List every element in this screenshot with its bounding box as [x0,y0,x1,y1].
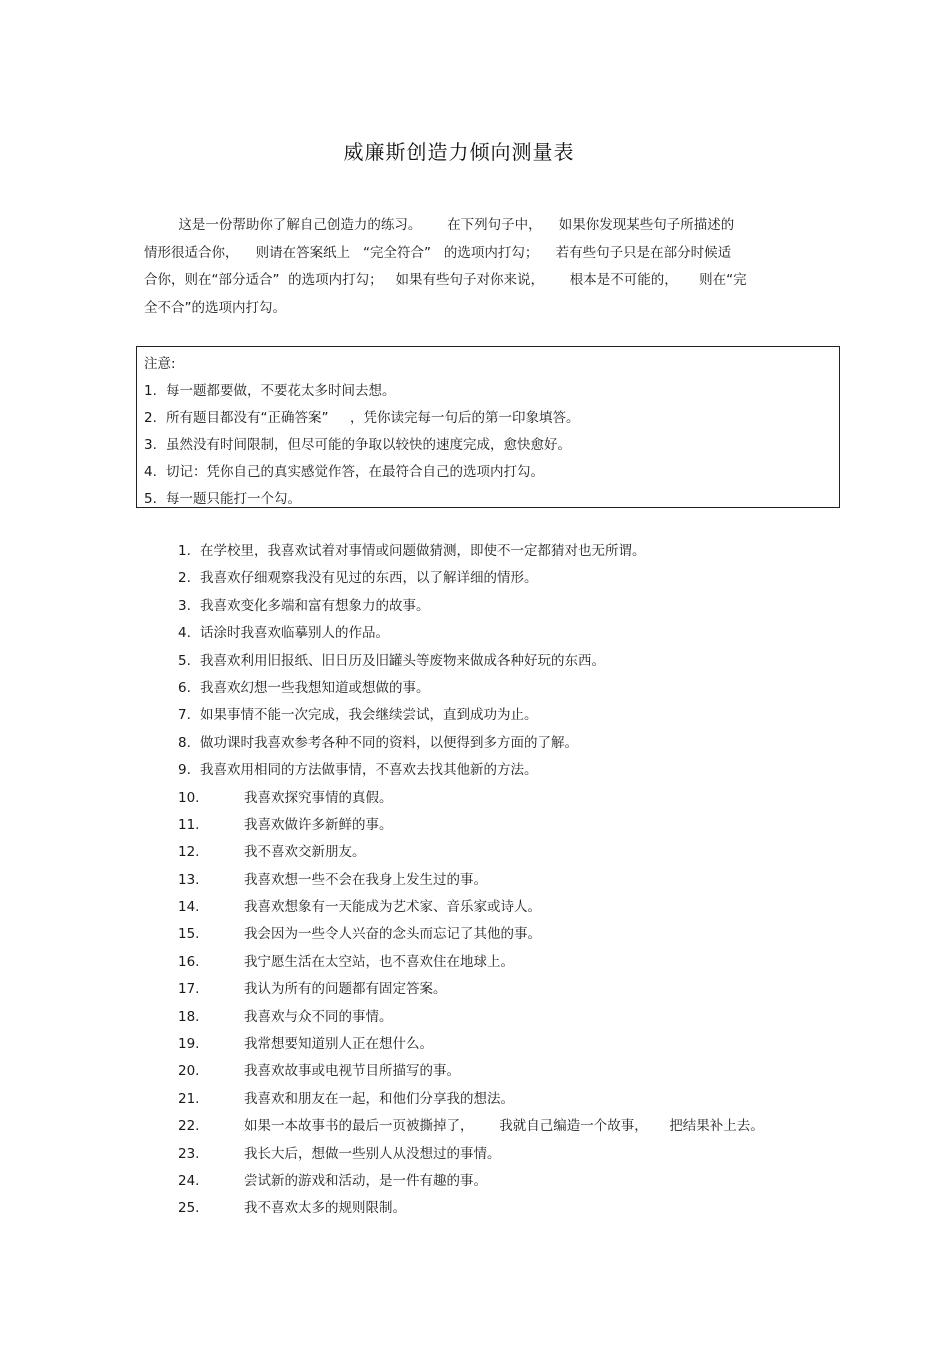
question-item [178,1195,764,1222]
question-item [178,757,764,784]
notice-item [144,405,839,432]
question-number: 12. [178,844,200,861]
question-item [178,565,764,592]
question-item [178,1004,764,1031]
question-text: 我喜欢想一些不会在我身上发生过的事。 [244,871,487,888]
question-item [178,785,764,812]
notice-item-text: 每一题都要做，不要花太多时间去想。 [166,383,396,399]
question-number: 13. [178,871,200,888]
question-text: 如果一本故事书的最后一页被撕掉了， 我就自己编造一个故事， 把结果补上去。 [244,1118,764,1135]
question-number: 20. [178,1063,200,1080]
notice-item-text: 每一题只能打一个勾。 [166,491,301,507]
notice-item-number: 2. [144,410,157,426]
question-text: 我认为所有的问题都有固定答案。 [244,981,447,998]
question-text: 我喜欢做许多新鲜的事。 [244,816,393,833]
question-number: 3. [178,597,191,614]
question-text: 如果事情不能一次完成，我会继续尝试，直到成功为止。 [200,707,538,724]
question-item [178,730,764,757]
question-text: 我宁愿生活在太空站，也不喜欢住在地球上。 [244,953,514,970]
question-item [178,949,764,976]
question-text: 我常想要知道别人正在想什么。 [244,1036,433,1053]
question-item [178,839,764,866]
notice-item [144,459,839,486]
question-number: 16. [178,953,200,970]
question-number: 4. [178,625,191,642]
question-text: 我喜欢利用旧报纸、旧日历及旧罐头等废物来做成各种好玩的东西。 [200,652,605,669]
question-text: 我喜欢和朋友在一起，和他们分享我的想法。 [244,1090,514,1107]
question-text: 在学校里，我喜欢试着对事情或问题做猜测，即使不一定都猜对也无所谓。 [200,543,646,559]
question-item [178,1031,764,1058]
notice-item [144,432,839,459]
question-item [178,1058,764,1085]
question-number: 7. [178,707,191,724]
notice-item-text: 切记：凭你自己的真实感觉作答，在最符合自己的选项内打勾。 [166,464,544,480]
question-text: 我喜欢变化多端和富有想象力的故事。 [200,597,430,614]
question-text: 我喜欢幻想一些我想知道或想做的事。 [200,679,430,696]
question-text: 我喜欢探究事情的真假。 [244,789,393,806]
question-text: 尝试新的游戏和活动，是一件有趣的事。 [244,1172,487,1189]
question-number: 24. [178,1172,200,1189]
notice-item [144,486,839,513]
question-text: 我长大后，想做一些别人从没想过的事情。 [244,1145,501,1162]
question-text: 我喜欢用相同的方法做事情，不喜欢去找其他新的方法。 [200,762,538,779]
question-number: 5. [178,652,191,669]
question-list [178,538,764,1223]
question-text: 话涂时我喜欢临摹别人的作品。 [200,625,389,642]
intro-line: 合你，则在“部分适合” 的选项内打勾； 如果有些句子对你来说， 根本是不可能的， 则在“完 [144,272,747,288]
question-number: 1. [178,543,191,559]
question-item [178,867,764,894]
intro-line: 情形很适合你， 则请在答案纸上 “完全符合” 的选项内打勾； 若有些句子只是在部分时候适 [144,244,732,261]
question-text: 我喜欢仔细观察我没有见过的东西，以了解详细的情形。 [200,570,538,587]
notice-box [136,346,840,508]
question-item [178,921,764,948]
question-item [178,1168,764,1195]
notice-item-number: 3. [144,437,157,453]
question-number: 21. [178,1090,200,1107]
question-text: 我不喜欢太多的规则限制。 [244,1200,406,1217]
question-text: 我会因为一些令人兴奋的念头而忘记了其他的事。 [244,926,541,943]
intro-paragraph [144,212,824,322]
question-text: 我喜欢想象有一天能成为艺术家、音乐家或诗人。 [244,899,541,916]
page-title: 威廉斯创造力倾向测量表 [343,140,575,164]
question-item [178,593,764,620]
question-number: 18. [178,1008,200,1025]
notice-item-number: 4. [144,464,157,480]
question-number: 11. [178,816,200,833]
intro-line: 这是一份帮助你了解自己创造力的练习。 在下列句子中， 如果你发现某些句子所描述的 [144,217,735,233]
question-number: 23. [178,1145,200,1162]
question-number: 6. [178,679,191,696]
question-item [178,675,764,702]
notice-item-number: 1. [144,383,157,399]
question-number: 8. [178,734,191,751]
question-item [178,1141,764,1168]
question-text: 我喜欢故事或电视节目所描写的事。 [244,1063,460,1080]
notice-item [144,378,839,405]
question-number: 15. [178,926,200,943]
question-text: 我喜欢与众不同的事情。 [244,1008,393,1025]
question-number: 9. [178,762,191,779]
question-item [178,812,764,839]
question-item [178,1113,764,1140]
question-item [178,894,764,921]
question-number: 22. [178,1118,200,1135]
question-number: 17. [178,981,200,998]
question-item [178,648,764,675]
question-number: 10. [178,789,200,806]
notice-item-text: 所有题目都没有“正确答案” ，凭你读完每一句后的第一印象填答。 [166,410,580,426]
question-number: 14. [178,899,200,916]
question-item [178,1086,764,1113]
notice-item-number: 5. [144,491,157,507]
notice-heading: 注意: [144,356,176,372]
question-item [178,976,764,1003]
question-number: 19. [178,1036,200,1053]
question-item [178,620,764,647]
question-text: 做功课时我喜欢参考各种不同的资料，以便得到多方面的了解。 [200,734,578,751]
question-text: 我不喜欢交新朋友。 [244,844,366,861]
question-number: 2. [178,570,191,587]
question-item [178,702,764,729]
intro-line: 全不合”的选项内打勾。 [144,299,286,316]
question-item [178,538,764,565]
question-number: 25. [178,1200,200,1217]
notice-item-text: 虽然没有时间限制，但尽可能的争取以较快的速度完成，愈快愈好。 [166,437,571,453]
